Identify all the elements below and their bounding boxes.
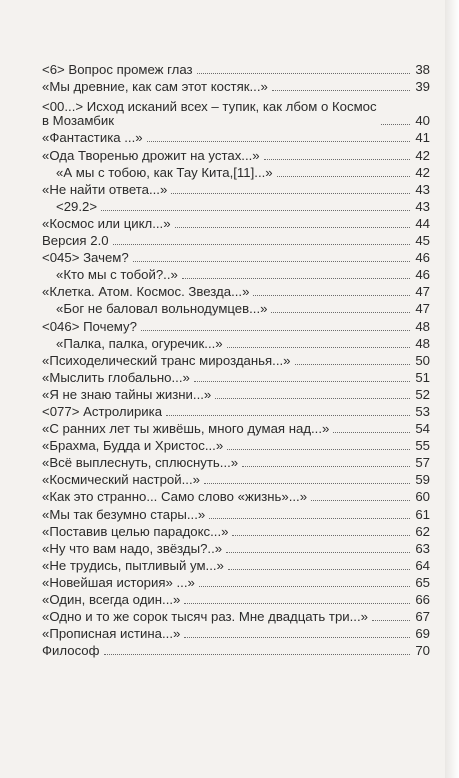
toc-entry-page-number: 41 [415,130,430,146]
dot-leader [141,329,410,331]
dot-leader [333,431,410,433]
toc-entry-page-number: 46 [415,250,430,266]
toc-entry-title: <077> Астролирика [42,404,163,419]
toc-entry-title: «Клетка. Атом. Космос. Звезда...» [42,285,250,300]
toc-entry[interactable] [42,624,430,641]
toc-entry-title: «Я не знаю тайны жизни...» [42,387,212,402]
toc-entry-title: «Космический настрой...» [42,473,200,488]
toc-entry-page-number: 69 [415,626,430,642]
toc-entry[interactable] [42,556,430,573]
toc-entry[interactable] [42,641,430,658]
toc-entry-page-number: 66 [415,592,430,607]
toc-entry[interactable] [42,487,430,504]
table-of-contents [42,60,430,658]
toc-entry-title: «Не найти ответа...» [42,182,168,197]
dot-leader [271,311,410,313]
toc-entry-title: «Поставив целью парадокс...» [42,524,229,539]
toc-entry-title: «С ранних лет ты живёшь, много думая над...» [42,422,330,437]
toc-entry[interactable] [42,231,430,248]
dot-leader [272,89,410,91]
toc-entry-page-number: 52 [415,386,430,402]
toc-entry-title: Версия 2.0 [42,234,109,249]
dot-leader [182,277,410,279]
toc-entry-page-number: 50 [415,352,430,368]
toc-entry[interactable] [42,145,430,162]
toc-entry-page-number: 43 [415,181,430,197]
toc-entry-page-number: 63 [415,540,430,556]
toc-entry-title: «Не трудись, пытливый ум...» [42,558,224,573]
toc-entry-page-number: 47 [415,301,430,317]
dot-leader [372,619,410,621]
toc-entry-title: «Ну что вам надо, звёзды?..» [42,541,223,556]
toc-entry-title: «Кто мы с тобой?..» [56,268,178,283]
toc-entry-title: <045> Зачем? [42,251,129,266]
toc-entry-title: «Космос или цикл...» [42,216,171,231]
toc-entry[interactable] [42,248,430,265]
toc-entry-page-number: 59 [415,472,430,488]
dot-leader [184,636,410,638]
toc-entry[interactable] [42,385,430,402]
toc-entry-page-number: 60 [415,489,430,505]
toc-entry-title: «Как это странно... Само слово «жизнь»...» [42,490,308,505]
dot-leader [199,585,410,587]
toc-entry-page-number: 46 [415,267,430,283]
toc-entry-page-number: 67 [415,609,430,625]
dot-leader [232,534,410,536]
dot-leader [175,226,410,228]
toc-entry[interactable] [42,265,430,282]
toc-entry[interactable] [42,539,430,556]
toc-entry-page-number: 48 [415,335,430,351]
page-edge [445,0,459,778]
toc-entry[interactable] [42,180,430,197]
toc-entry[interactable] [42,163,430,180]
toc-entry-title: «Мыслить глобально...» [42,370,190,385]
dot-leader [197,72,410,74]
toc-entry[interactable] [42,299,430,316]
dot-leader [228,568,410,570]
toc-entry[interactable] [42,522,430,539]
toc-entry-title: «Всё выплеснуть, сплюснуть...» [42,456,239,471]
toc-entry-page-number: 55 [415,438,430,454]
dot-leader [104,653,411,655]
dot-leader [113,243,410,245]
toc-entry-page-number: 40 [415,113,430,129]
toc-entry-page-number: 48 [415,318,430,334]
toc-entry-title: «Прописная истина...» [42,627,181,642]
toc-entry[interactable] [42,334,430,351]
dot-leader [226,551,410,553]
dot-leader [101,209,410,211]
toc-entry[interactable] [42,607,430,624]
dot-leader [311,499,410,501]
toc-entry[interactable] [42,77,430,94]
toc-entry-page-number: 70 [415,643,430,659]
toc-entry-title: <00...> Исход исканий всех – тупик, как лбом о Космос в Мозамбик [42,100,377,129]
dot-leader [227,448,410,450]
toc-entry-page-number: 43 [415,198,430,214]
toc-entry-title: «Фантастика ...» [42,131,143,146]
toc-entry[interactable] [42,282,430,299]
toc-entry-page-number: 39 [415,79,430,95]
dot-leader [209,517,410,519]
dot-leader [147,140,410,142]
toc-entry[interactable] [42,573,430,590]
toc-entry[interactable] [42,128,430,145]
toc-entry[interactable] [42,60,430,77]
toc-entry-title: «Ода Творенью дрожит на устах...» [42,148,260,163]
dot-leader [184,602,410,604]
toc-entry-title: <29.2> [56,199,98,214]
toc-entry-page-number: 47 [415,284,430,300]
toc-entry-page-number: 45 [415,233,430,249]
toc-entry-page-number: 64 [415,557,430,573]
dot-leader [215,397,410,399]
toc-entry[interactable] [42,316,430,333]
toc-entry-page-number: 53 [415,403,430,419]
toc-entry-page-number: 54 [415,421,430,437]
dot-leader [204,482,410,484]
toc-entry-title: «Мы так безумно стары...» [42,507,206,522]
dot-leader [242,465,410,467]
toc-entry-title: «Одно и то же сорок тысяч раз. Мне двадцать три...» [42,610,368,625]
toc-entry[interactable] [42,368,430,385]
toc-entry[interactable] [42,419,430,436]
toc-entry-page-number: 38 [415,62,430,78]
toc-entry-page-number: 62 [415,523,430,539]
toc-entry[interactable] [42,504,430,521]
dot-leader [264,158,410,160]
toc-entry[interactable] [42,351,430,368]
dot-leader [194,380,410,382]
toc-entry-title: «Брахма, Будда и Христос...» [42,439,224,454]
toc-entry[interactable] [42,590,430,607]
toc-entry-title: «Бог не баловал вольнодумцев...» [56,302,268,317]
dot-leader [253,294,410,296]
dot-leader [133,260,410,262]
toc-entry[interactable] [42,214,430,231]
toc-entry-title: «Мы древние, как сам этот костяк...» [42,80,268,95]
toc-entry[interactable] [42,453,430,470]
toc-entry[interactable] [42,94,430,128]
dot-leader [166,414,410,416]
toc-entry-page-number: 42 [415,147,430,163]
toc-entry[interactable] [42,197,430,214]
toc-entry-title: «А мы с тобою, как Тау Кита,[11]...» [56,165,273,180]
toc-entry-page-number: 51 [415,369,430,385]
toc-entry-title: «Новейшая история» ...» [42,575,195,590]
toc-entry-page-number: 44 [415,215,430,231]
toc-entry-title: «Палка, палка, огуречик...» [56,336,223,351]
toc-entry-title: «Один, всегда один...» [42,593,181,607]
dot-leader [171,192,410,194]
toc-entry-title: «Психоделический транс мирозданья...» [42,353,291,368]
dot-leader [227,346,410,348]
toc-entry-page-number: 61 [415,506,430,522]
toc-entry[interactable] [42,402,430,419]
toc-entry-page-number: 42 [415,164,430,180]
toc-entry[interactable] [42,436,430,453]
dot-leader [277,175,410,177]
toc-entry-page-number: 65 [415,574,430,590]
dot-leader [381,123,410,125]
toc-entry-title: Философ [42,644,100,659]
toc-entry-title: <046> Почему? [42,319,137,334]
toc-entry-page-number: 57 [415,455,430,471]
toc-entry-title: <6> Вопрос промеж глаз [42,63,193,78]
toc-entry[interactable] [42,470,430,487]
dot-leader [295,363,411,365]
